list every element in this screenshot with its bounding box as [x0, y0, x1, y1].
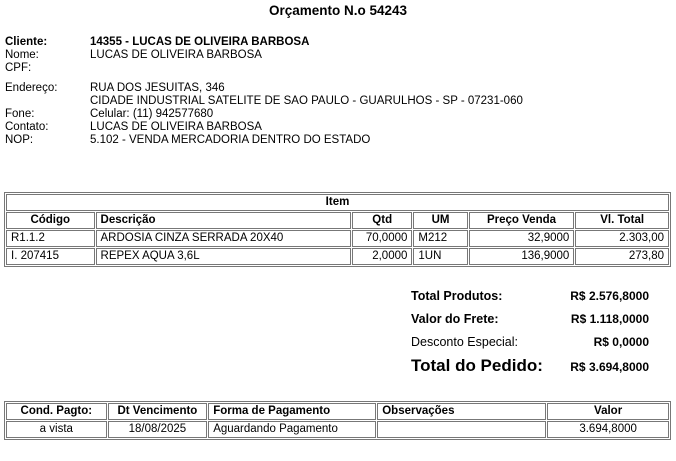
column-header-observacoes: Observações: [377, 403, 546, 420]
cell-forma-pagamento: Aguardando Pagamento: [208, 421, 376, 438]
client-value: LUCAS DE OLIVEIRA BARBOSA: [90, 121, 262, 133]
desconto-especial-label: Desconto Especial:: [411, 335, 519, 349]
client-label: Cliente:: [5, 36, 48, 48]
client-value: 14355 - LUCAS DE OLIVEIRA BARBOSA: [90, 36, 310, 48]
client-value: Celular: (11) 942577680: [90, 108, 214, 120]
valor-frete-value: R$ 1.118,0000: [570, 312, 649, 326]
column-header-dt-vencimento: Dt Vencimento: [108, 403, 208, 420]
client-row-endereco: [5, 82, 665, 95]
table-row: [6, 248, 669, 265]
client-value: 5.102 - VENDA MERCADORIA DENTRO DO ESTADO: [90, 134, 371, 146]
cell-preco-venda: 32,9000: [469, 230, 575, 247]
document-title: Orçamento N.o 54243: [268, 3, 408, 18]
cell-um: M212: [413, 230, 467, 247]
cell-observacoes: [377, 421, 546, 438]
total-produtos-row: [411, 290, 649, 303]
column-header-preco-venda: Preço Venda: [469, 212, 575, 229]
client-label: NOP:: [5, 134, 34, 146]
column-header-codigo: Código: [6, 212, 95, 229]
client-label: Fone:: [5, 108, 35, 120]
total-pedido-label: Total do Pedido:: [411, 356, 543, 375]
total-pedido-value: R$ 3.694,8000: [570, 360, 649, 374]
client-row-cliente: [5, 36, 665, 49]
client-label: Endereço:: [5, 82, 58, 94]
desconto-especial-row: [411, 336, 649, 349]
payment-table-header-row: [6, 403, 669, 420]
cell-preco-venda: 136,9000: [469, 248, 575, 265]
client-value: CIDADE INDUSTRIAL SATELITE DE SAO PAULO - GUARULHOS - SP - 07231-060: [90, 95, 523, 107]
client-label: Nome:: [5, 49, 39, 61]
payment-table: [4, 401, 671, 440]
valor-frete-row: [411, 313, 649, 326]
client-row-endereco-line2: [5, 95, 665, 108]
client-row-nome: [5, 49, 665, 62]
cell-um: 1UN: [413, 248, 467, 265]
client-label: CPF:: [5, 62, 32, 74]
cell-codigo: R1.1.2: [6, 230, 95, 247]
items-table-header-row: [6, 212, 669, 229]
column-header-vl-total: Vl. Total: [575, 212, 669, 229]
cell-codigo: I. 207415: [6, 248, 95, 265]
items-table-caption: Item: [6, 194, 669, 211]
column-header-descricao: Descrição: [96, 212, 352, 229]
cell-qtd: 2,0000: [352, 248, 412, 265]
items-table: [4, 192, 671, 267]
column-header-cond-pagto: Cond. Pagto:: [6, 403, 107, 420]
client-row-nop: [5, 134, 665, 147]
totals-block: [411, 290, 649, 384]
column-header-valor: Valor: [547, 403, 669, 420]
client-value: LUCAS DE OLIVEIRA BARBOSA: [90, 49, 262, 61]
column-header-qtd: Qtd: [352, 212, 412, 229]
table-row: [6, 421, 669, 438]
cell-descricao: REPEX AQUA 3,6L: [96, 248, 352, 265]
cell-vl-total: 273,80: [575, 248, 669, 265]
cell-cond-pagto: a vista: [6, 421, 107, 438]
cell-qtd: 70,0000: [352, 230, 412, 247]
column-header-forma-pagamento: Forma de Pagamento: [208, 403, 376, 420]
cell-dt-vencimento: 18/08/2025: [108, 421, 208, 438]
cell-vl-total: 2.303,00: [575, 230, 669, 247]
client-row-fone: [5, 108, 665, 121]
items-table-caption-row: [6, 194, 669, 211]
client-info-block: [5, 36, 665, 147]
column-header-um: UM: [413, 212, 467, 229]
client-value: [90, 62, 665, 75]
table-row: [6, 230, 669, 247]
desconto-especial-value: R$ 0,0000: [593, 335, 649, 349]
client-row-cpf: [5, 62, 665, 75]
cell-descricao: ARDOSIA CINZA SERRADA 20X40: [96, 230, 352, 247]
valor-frete-label: Valor do Frete:: [411, 312, 499, 326]
client-label: [5, 95, 90, 108]
client-label: Contato:: [5, 121, 49, 133]
client-value: RUA DOS JESUITAS, 346: [90, 82, 225, 94]
cell-valor: 3.694,8000: [547, 421, 669, 438]
total-pedido-row: [411, 356, 649, 375]
client-row-contato: [5, 121, 665, 134]
total-produtos-value: R$ 2.576,8000: [570, 289, 649, 303]
total-produtos-label: Total Produtos:: [411, 289, 503, 303]
